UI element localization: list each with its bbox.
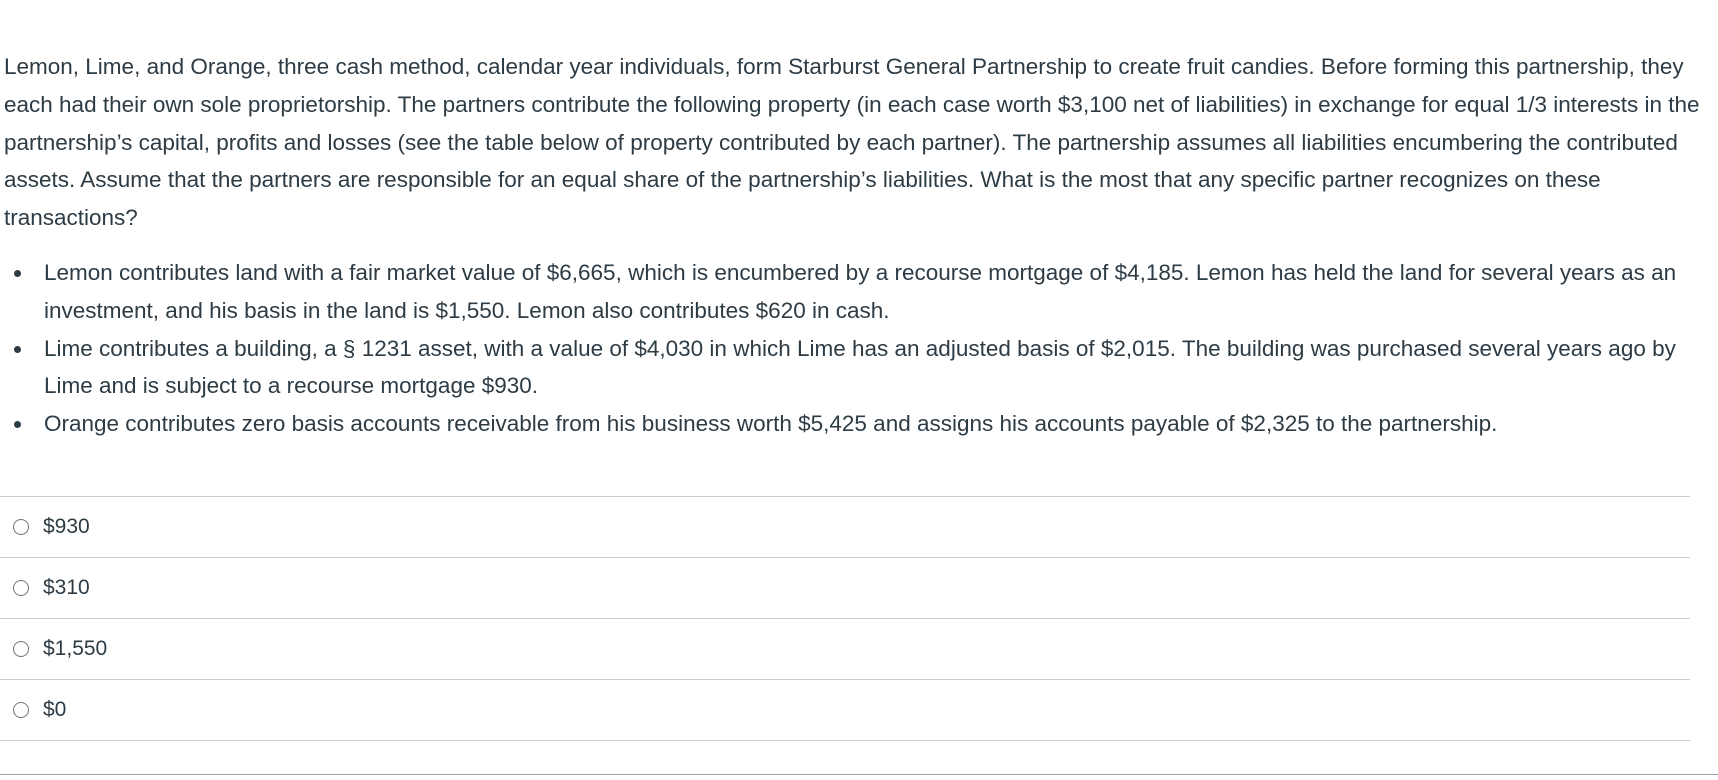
bullet-icon (14, 346, 21, 353)
answer-option-4[interactable] (0, 680, 1690, 741)
question-text: Lemon, Lime, and Orange, three cash method, calendar year individuals, form Starburst General Partnership to create fruit candies. Before forming this partnership, they each had their own sole proprietorship. The partners contribute the following property (in each case worth $3,100 net of liabilities) in exchange for equal 1/3 interests in the partnership’s capital, profits and losses (see the table below of property contributed by each partner). The partnership assumes all liabilities encumbering the contributed assets. Assume that the partners are responsible for an equal share of the partnership’s liabilities. What is the most that any specific partner recognizes on these transactions? (4, 54, 1700, 231)
answer-label[interactable]: $930 (43, 515, 90, 538)
answer-label[interactable]: $310 (43, 576, 90, 599)
bottom-divider (0, 774, 1718, 775)
list-item-text: Orange contributes zero basis accounts receivable from his business worth $5,425 and assigns his accounts payable of $2,325 to the partnership. (44, 411, 1498, 437)
answer-label[interactable]: $1,550 (43, 637, 108, 660)
radio-button-icon[interactable] (13, 580, 29, 596)
answer-list (0, 496, 1690, 741)
answer-option-2[interactable] (0, 558, 1690, 619)
answer-label[interactable]: $0 (43, 698, 67, 721)
question-block (4, 48, 1704, 443)
list-item-text: Lemon contributes land with a fair market value of $6,665, which is encumbered by a recourse mortgage of $4,185. Lemon has held the land for several years as an investment, and his basis in the land is $1,550. Lemon also contributes $620 in cash. (44, 259, 1677, 323)
list-item-lime (44, 330, 1704, 406)
list-item-text: Lime contributes a building, a § 1231 asset, with a value of $4,030 in which Lime has an adjusted basis of $2,015. The building was purchased several years ago by Lime and is subject to a recourse mortgage $930. (44, 335, 1676, 399)
bullet-icon (14, 270, 21, 277)
list-item-lemon (44, 254, 1704, 330)
bullet-icon (14, 421, 21, 428)
list-item-orange (44, 405, 1704, 443)
radio-button-icon[interactable] (13, 519, 29, 535)
answer-option-1[interactable] (0, 497, 1690, 558)
radio-button-icon[interactable] (13, 641, 29, 657)
answer-option-3[interactable] (0, 619, 1690, 680)
contribution-list (4, 254, 1704, 443)
radio-button-icon[interactable] (13, 702, 29, 718)
